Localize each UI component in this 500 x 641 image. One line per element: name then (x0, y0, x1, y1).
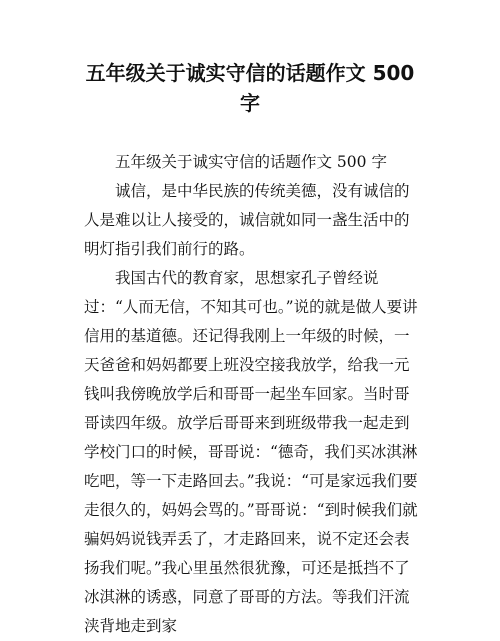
paragraph-story: 我国古代的教育家，思想家孔子曾经说过：“人而无信，不知其可也。”说的就是做人要讲信用的基道德。还记得我刚上一年级的时候，一天爸爸和妈妈都要上班没空接我放学，给我一元钱叫我傍晚放学后和哥哥一起坐车回家。当时哥哥读四年级。放学后哥哥来到班级带我一起走到学校门口的时候，哥哥说：“德奇，我们买冰淇淋吃吧，等一下走路回去。”我说：“可是家远我们要走很久的，妈妈会骂的。”哥哥说：“到时候我们就骗妈妈说钱弄丢了，才走路回来，说不定还会表扬我们呢。”我心里虽然很犹豫，可还是抵挡不了冰淇淋的诱惑，同意了哥哥的方法。等我们汗流浃背地走到家 (84, 269, 418, 635)
paragraph-intro: 诚信，是中华民族的传统美德，没有诚信的人是难以让人接受的，诚信就如同一盏生活中的明灯指引我们前行的路。 (84, 182, 410, 258)
document-body (84, 148, 420, 641)
paragraph-subtitle: 五年级关于诚实守信的话题作文 500 字 (115, 153, 387, 171)
document-title: 五年级关于诚实守信的话题作文 500 字 (85, 61, 415, 115)
